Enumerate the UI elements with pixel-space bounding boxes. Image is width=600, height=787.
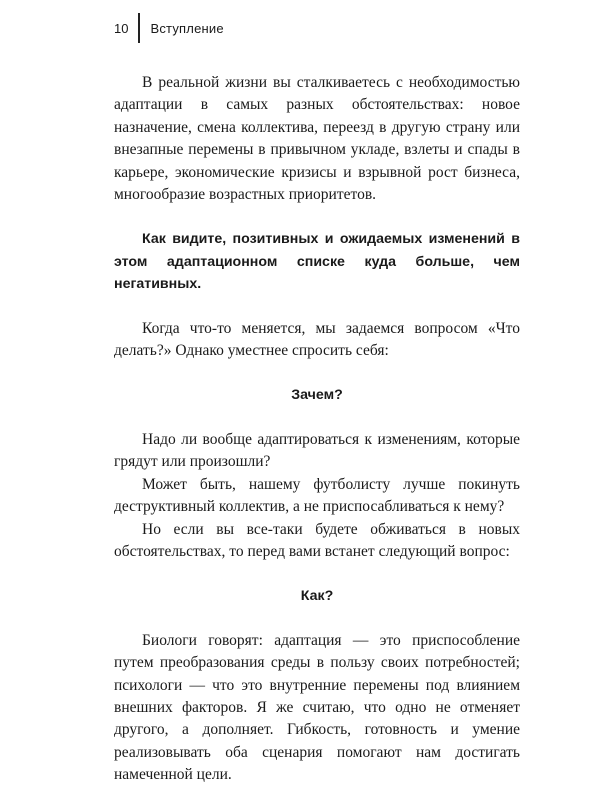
paragraph-next-question: Но если вы все-таки будете обживаться в новых обстоятельствах, то перед вами встанет следующий вопрос: [114, 520, 520, 560]
paragraph-biologists-psychologists: Биологи говорят: адаптация — это приспособление путем преобразования среды в пользу своих потребностей; психологи — что это внутренние перемены под влиянием внешних факторов. Я же считаю, что одно не отменяет другого, а дополняет. Гибкость, готовность и умение реализовывать оба сценария помогают нам достигать намеченной цели. [114, 631, 520, 784]
heading-how: Как? [300, 588, 334, 605]
paragraph-adaptation-circumstances: В реальной жизни вы сталкиваетесь с необходимостью адаптации в самых разных обстоятельствах: новое назначение, смена коллектива, переезд в другую страну или внезапные перемены в привычном укладе, взлеты и спады в карьере, экономические кризисы и взрывной рост бизнеса, многообразие возрастных приоритетов. [114, 74, 520, 204]
heading-why: Зачем? [291, 387, 343, 404]
chapter-title: Вступление [150, 20, 224, 36]
spacer [114, 563, 520, 585]
paragraph-should-adapt: Надо ли вообще адаптироваться к изменениям, которые грядут или произошли? [114, 430, 520, 471]
spacer [114, 608, 520, 630]
spacer [114, 362, 520, 384]
spacer [114, 296, 520, 318]
spacer [114, 206, 520, 228]
paragraph-question-what-to-do: Когда что-то меняется, мы задаемся вопросом «Что делать?» Однако уместнее спросить себя: [114, 319, 520, 360]
paragraph-footballer: Может быть, нашему футболисту лучше покинуть деструктивный коллектив, а не приспосабливаться к нему? [114, 475, 520, 516]
header-divider [138, 13, 140, 43]
running-header [114, 12, 224, 44]
spacer [114, 407, 520, 429]
page-body [114, 72, 520, 787]
paragraph-bold-emphasis: Как видите, позитивных и ожидаемых изменений в этом адаптационном списке куда больше, чем негативных. [114, 231, 520, 293]
page-number: 10 [114, 20, 129, 36]
